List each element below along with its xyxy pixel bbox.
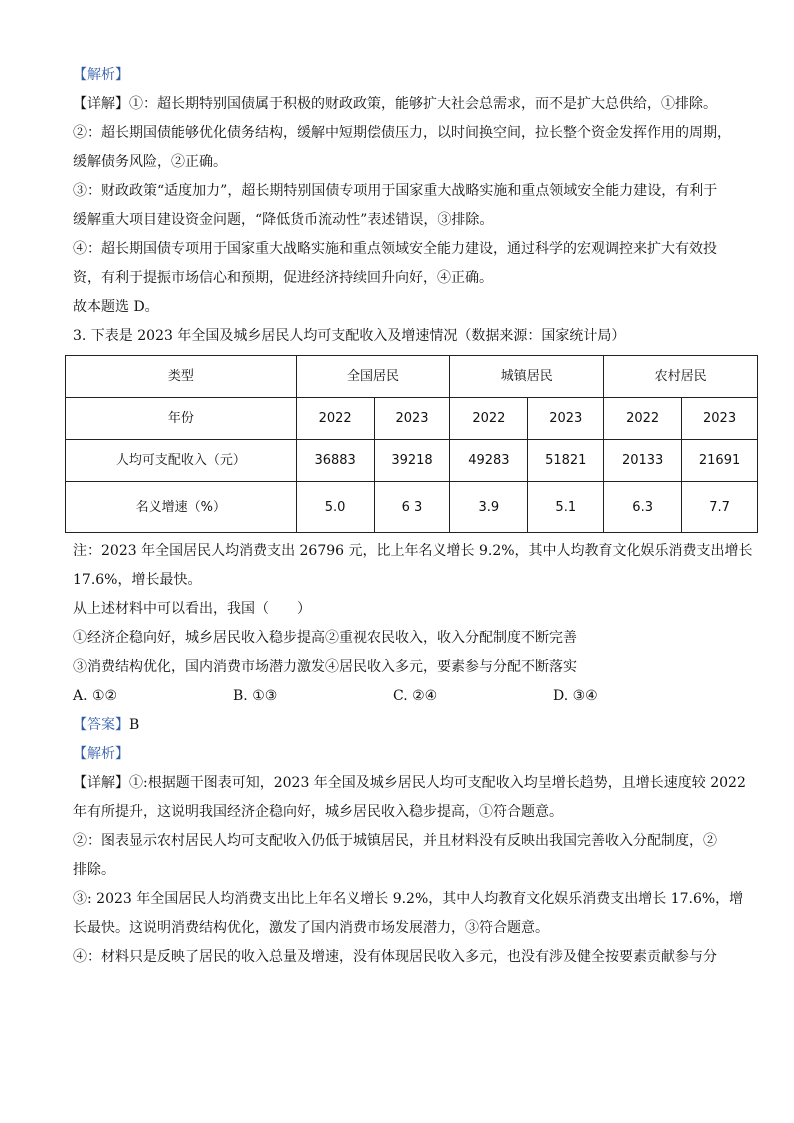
table-cell: 36883 bbox=[296, 440, 374, 482]
table-cell: 人均可支配收入（元） bbox=[66, 440, 297, 482]
explanation-line: 年有所提升，这说明我国经济企稳向好，城乡居民收入稳步提高，①符合题意。 bbox=[73, 804, 563, 820]
table-cell: 城镇居民 bbox=[450, 356, 604, 398]
explanation-line: ③：财政政策“适度加力”，超长期特别国债专项用于国家重大战略实施和重点领域安全能力建设，有利于 bbox=[73, 183, 718, 199]
option-d[interactable]: D. ③④ bbox=[553, 688, 598, 704]
option-a[interactable]: A. ①② bbox=[73, 688, 118, 704]
table-cell: 21691 bbox=[682, 440, 758, 482]
table-cell: 6.3 bbox=[604, 482, 682, 533]
explanation-line: 【详解】①:根据题干图表可知，2023 年全国及城乡居民人均可支配收入均呈增长趋势，且增长速度较 2022 bbox=[73, 775, 746, 791]
option-b[interactable]: B. ①③ bbox=[233, 688, 278, 704]
explanation-line: 排除。 bbox=[73, 862, 115, 878]
question-prompt: 从上述材料中可以看出，我国（ ） bbox=[73, 601, 311, 617]
table-cell: 6 3 bbox=[374, 482, 450, 533]
table-cell: 2022 bbox=[604, 398, 682, 440]
analysis-heading: 【解析】 bbox=[73, 67, 129, 83]
conclusion-line: 故本题选 D。 bbox=[73, 299, 159, 315]
table-cell: 2022 bbox=[296, 398, 374, 440]
answer-tag: 【答案】 bbox=[73, 717, 129, 733]
table-row bbox=[66, 440, 758, 482]
income-table bbox=[65, 355, 758, 533]
explanation-line: 长最快。这说明消费结构优化，激发了国内消费市场发展潜力，③符合题意。 bbox=[73, 920, 549, 936]
table-row bbox=[66, 398, 758, 440]
answer-value: B bbox=[129, 717, 140, 733]
note-line: 17.6%，增长最快。 bbox=[73, 572, 202, 588]
explanation-line: ②：超长期国债能够优化债务结构，缓解中短期偿债压力，以时间换空间，拉长整个资金发挥作用的周期， bbox=[73, 125, 731, 141]
table-cell: 年份 bbox=[66, 398, 297, 440]
table-cell: 49283 bbox=[450, 440, 528, 482]
statement-line: ③消费结构优化，国内消费市场潜力激发④居民收入多元，要素参与分配不断落实 bbox=[73, 659, 577, 675]
table-cell: 2022 bbox=[450, 398, 528, 440]
table-cell: 39218 bbox=[374, 440, 450, 482]
explanation-line: 缓解债务风险，②正确。 bbox=[73, 154, 227, 170]
table-cell: 51821 bbox=[528, 440, 604, 482]
statement-line: ①经济企稳向好，城乡居民收入稳步提高②重视农民收入，收入分配制度不断完善 bbox=[73, 630, 577, 646]
analysis-heading: 【解析】 bbox=[73, 746, 129, 762]
table-cell: 类型 bbox=[66, 356, 297, 398]
table-cell: 全国居民 bbox=[296, 356, 450, 398]
table-cell: 5.1 bbox=[528, 482, 604, 533]
table-cell: 3.9 bbox=[450, 482, 528, 533]
answer-line bbox=[73, 711, 735, 740]
explanation-line: 缓解重大项目建设资金问题，“降低货币流动性”表述错误，③排除。 bbox=[73, 212, 494, 228]
note-line: 注：2023 年全国居民人均消费支出 26796 元，比上年名义增长 9.2%，其中人均教育文化娱乐消费支出增长 bbox=[73, 543, 753, 559]
question-stem: 3. 下表是 2023 年全国及城乡居民人均可支配收入及增速情况（数据来源：国家统计局） bbox=[73, 328, 626, 344]
answer-options bbox=[73, 682, 673, 711]
explanation-line: 【详解】①：超长期特别国债属于积极的财政政策，能够扩大社会总需求，而不是扩大总供给，①排除。 bbox=[73, 96, 717, 112]
option-c[interactable]: C. ②④ bbox=[393, 688, 438, 704]
explanation-line: ④：超长期国债专项用于国家重大战略实施和重点领域安全能力建设，通过科学的宏观调控来扩大有效投 bbox=[73, 241, 717, 257]
explanation-line: ③: 2023 年全国居民人均消费支出比上年名义增长 9.2%，其中人均教育文化娱乐消费支出增长 17.6%，增 bbox=[73, 891, 744, 907]
explanation-line: ④：材料只是反映了居民的收入总量及增速，没有体现居民收入多元，也没有涉及健全按要素贡献参与分 bbox=[73, 949, 717, 965]
table-cell: 2023 bbox=[528, 398, 604, 440]
explanation-line: 资，有利于提振市场信心和预期，促进经济持续回升向好，④正确。 bbox=[73, 270, 493, 286]
table-cell: 农村居民 bbox=[604, 356, 758, 398]
table-cell: 7.7 bbox=[682, 482, 758, 533]
table-cell: 5.0 bbox=[296, 482, 374, 533]
table-cell: 2023 bbox=[682, 398, 758, 440]
table-cell: 2023 bbox=[374, 398, 450, 440]
table-row bbox=[66, 482, 758, 533]
table-header-row bbox=[66, 356, 758, 398]
table-cell: 名义增速（%） bbox=[66, 482, 297, 533]
explanation-line: ②：图表显示农村居民人均可支配收入仍低于城镇居民，并且材料没有反映出我国完善收入分配制度，② bbox=[73, 833, 717, 849]
table-cell: 20133 bbox=[604, 440, 682, 482]
document-page bbox=[73, 61, 753, 972]
